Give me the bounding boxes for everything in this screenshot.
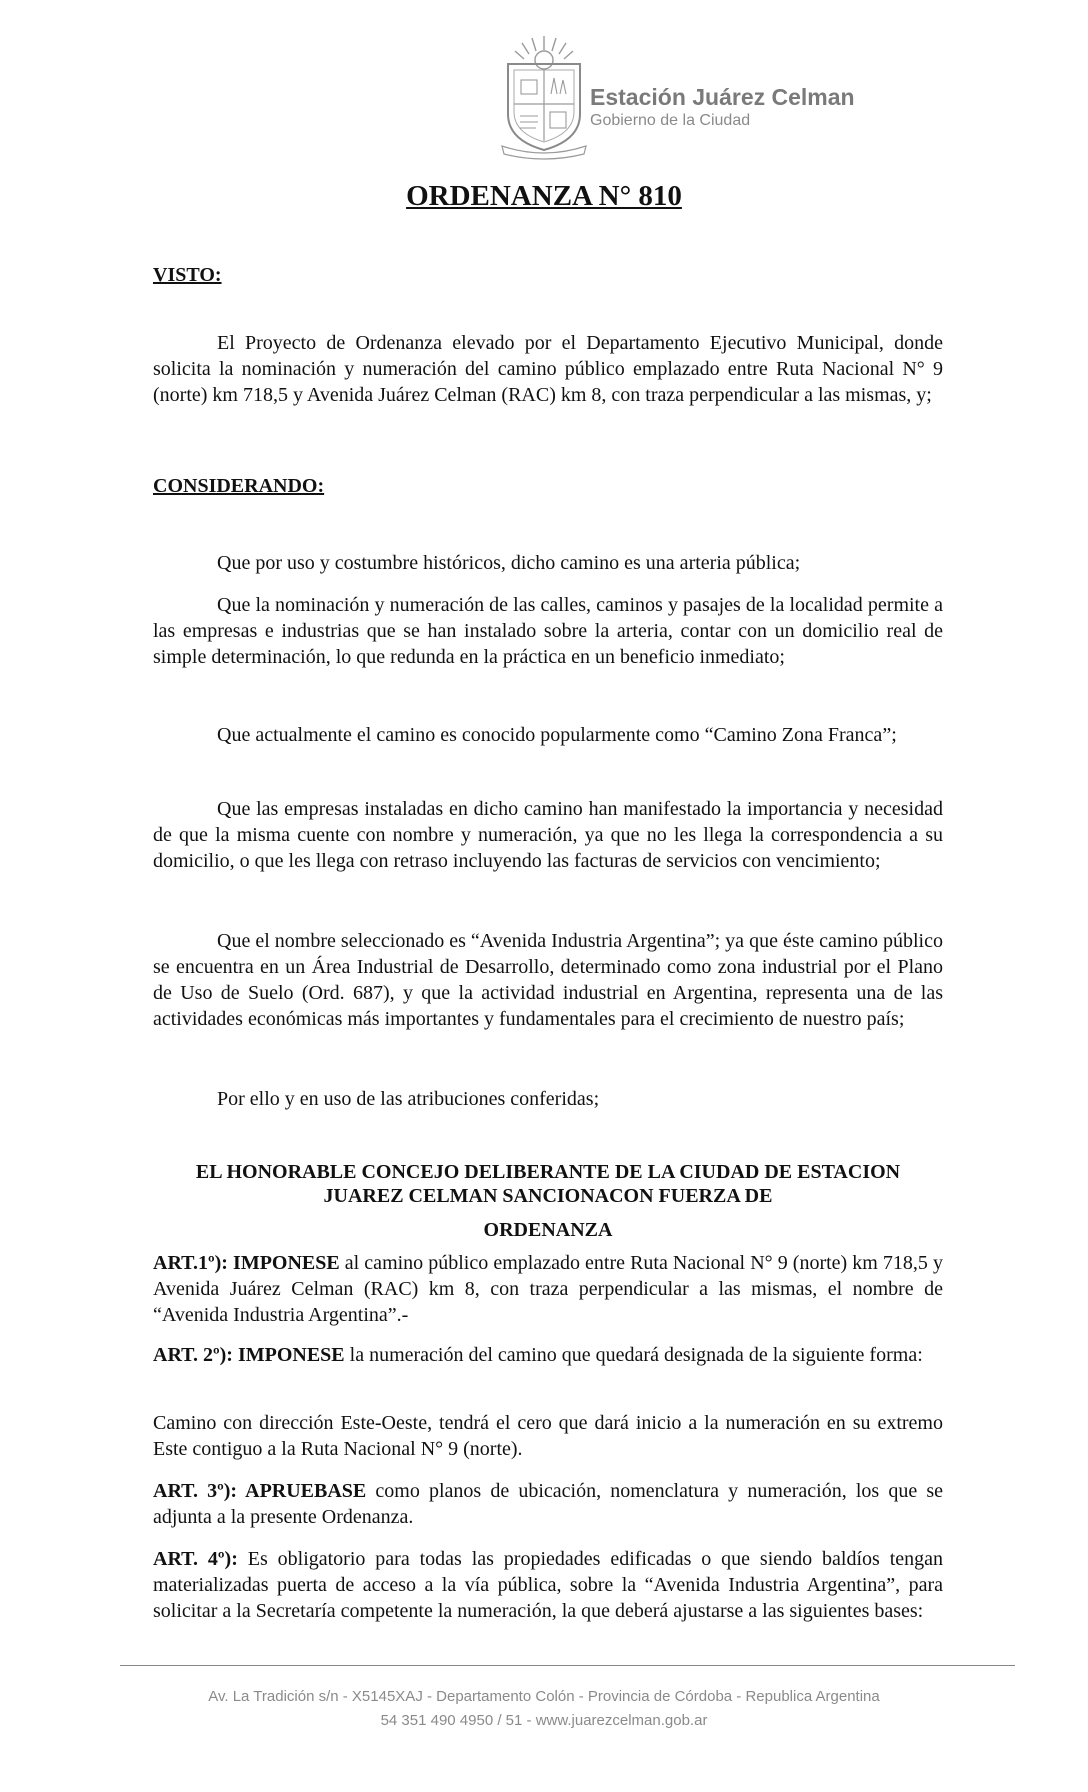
article-text: la numeración del camino que quedará designada de la siguiente forma: [344,1344,923,1366]
sanciona-line: EL HONORABLE CONCEJO DELIBERANTE DE LA CIUDAD DE ESTACION [195,1161,901,1183]
article-3 [153,1478,943,1530]
article-text: Es obligatorio para todas las propiedades edificadas o que siendo baldíos tengan materializadas puerta de acceso a la vía pública, sobre la “Avenida Industria Argentina”, para solicitar a la Secretaría competente la numeración, la que deberá ajustarse a las siguientes bases: [153,1548,944,1622]
footer-address: Av. La Tradición s/n - X5145XAJ - Departamento Colón - Provincia de Córdoba - Republica Argentina [208,1688,880,1705]
article-text: al camino público emplazado entre Ruta Nacional N° 9 (norte) km 718,5 y Avenida Juárez Celman (RAC) km 8, con traza perpendicular a las mismas, el nombre de “Avenida Industria Argentina”.- [153,1252,943,1326]
considerando-paragraph: Que la nominación y numeración de las calles, caminos y pasajes de la localidad permite a las empresas e industrias que se han instalado sobre la arteria, contar con un domicilio real de simple determinación, lo que redunda en la práctica en un beneficio inmediato; [153,594,943,668]
city-crest-icon [494,32,594,160]
considerando-paragraph: Que el nombre seleccionado es “Avenida Industria Argentina”; ya que éste camino público se encuentra en un Área Industrial de Desarrollo, determinado como zona industrial por el Plano de Uso de Suelo (Ord. 687), y que la actividad industrial en Argentina, representa una de las actividades económicas más importantes y fundamentales para el crecimiento de nuestro país; [153,930,943,1030]
article-label: ART. 3º): APRUEBASE [153,1480,367,1502]
article-label: ART. 2º): IMPONESE [153,1344,345,1366]
article-1 [153,1250,943,1328]
article-label: ART.1º): IMPONESE [153,1252,340,1274]
article-4 [153,1546,943,1624]
ordenanza-label: ORDENANZA [483,1219,613,1241]
article-text: como planos de ubicación, nomenclatura y numeración, los que se adjunta a la presente Ordenanza. [153,1480,943,1528]
city-subtitle: Gobierno de la Ciudad [590,112,751,129]
visto-heading: VISTO: [153,264,222,286]
ordinance-title: ORDENANZA N° 810 [406,180,682,212]
city-name: Estación Juárez Celman [590,84,855,110]
footer-contact: 54 351 490 4950 / 51 - www.juarezcelman.gob.ar [380,1712,708,1729]
considerando-paragraph: Que actualmente el camino es conocido popularmente como “Camino Zona Franca”; [217,724,897,746]
letterhead [494,32,874,162]
article-label: ART. 4º): [153,1548,238,1570]
footer-divider [120,1665,1015,1666]
article-2 [153,1342,943,1368]
visto-text: El Proyecto de Ordenanza elevado por el Departamento Ejecutivo Municipal, donde solicita la nominación y numeración del camino público emplazado entre Ruta Nacional N° 9 (norte) km 718,5 y Avenida Juárez Celman (RAC) km 8, con traza perpendicular a las mismas, y; [153,332,943,406]
sanciona-line: JUAREZ CELMAN SANCIONACON FUERZA DE [323,1185,773,1207]
article-2-detail: Camino con dirección Este-Oeste, tendrá el cero que dará inicio a la numeración en su extremo Este contiguo a la Ruta Nacional N° 9 (norte). [153,1412,943,1460]
sanciona-heading [153,1160,943,1208]
considerando-paragraph: Por ello y en uso de las atribuciones conferidas; [217,1088,600,1110]
considerando-paragraph: Que por uso y costumbre históricos, dicho camino es una arteria pública; [217,552,801,574]
considerando-paragraph: Que las empresas instaladas en dicho camino han manifestado la importancia y necesidad de que la misma cuente con nombre y numeración, ya que no les llega la correspondencia a su domicilio, o que les llega con retraso incluyendo las facturas de servicios con vencimiento; [153,798,943,872]
considerando-heading: CONSIDERANDO: [153,475,325,497]
